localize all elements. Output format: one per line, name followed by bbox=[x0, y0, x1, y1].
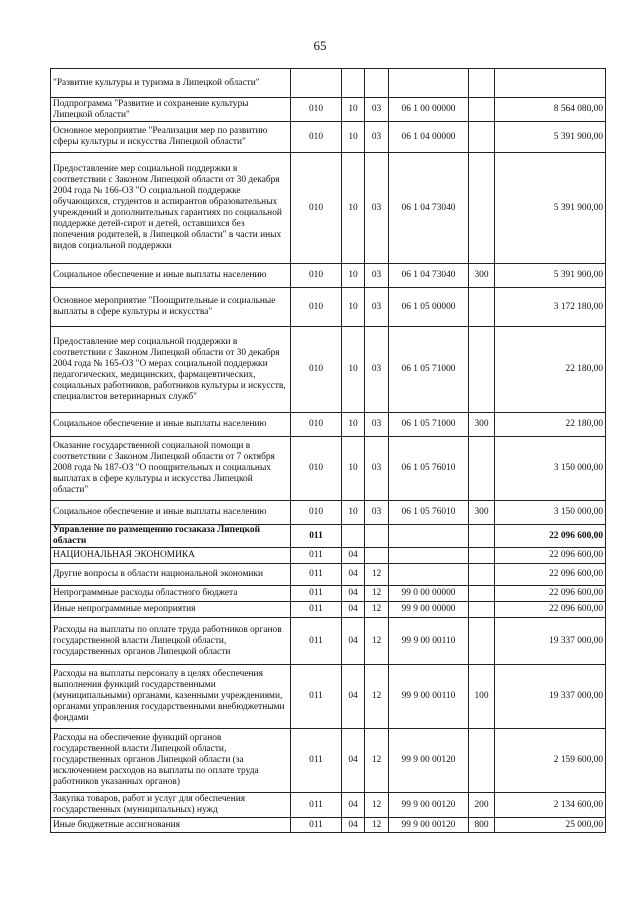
row-name: Социальное обеспечение и иные выплаты населению bbox=[51, 501, 291, 525]
amount: 8 564 080,00 bbox=[495, 98, 606, 122]
subsection-code: 12 bbox=[365, 618, 389, 665]
table-row bbox=[51, 437, 606, 501]
table-row bbox=[51, 327, 606, 413]
section-code: 04 bbox=[342, 818, 365, 833]
subsection-code: 03 bbox=[365, 288, 389, 327]
target-article-code: 99 9 00 00120 bbox=[389, 793, 469, 818]
table-body bbox=[51, 69, 606, 833]
budget-table bbox=[50, 68, 606, 833]
table-row bbox=[51, 618, 606, 665]
subsection-code: 12 bbox=[365, 793, 389, 818]
target-article-code: 99 9 00 00110 bbox=[389, 618, 469, 665]
amount bbox=[495, 69, 606, 98]
target-article-code: 06 1 05 76010 bbox=[389, 437, 469, 501]
table-row bbox=[51, 586, 606, 602]
section-code: 10 bbox=[342, 327, 365, 413]
subsection-code: 03 bbox=[365, 327, 389, 413]
table-row bbox=[51, 564, 606, 586]
section-code: 10 bbox=[342, 413, 365, 437]
section-code: 04 bbox=[342, 586, 365, 602]
amount: 22 096 600,00 bbox=[495, 548, 606, 564]
target-article-code bbox=[389, 525, 469, 548]
table-row bbox=[51, 525, 606, 548]
subsection-code: 03 bbox=[365, 98, 389, 122]
row-name: Оказание государственной социальной помощи в соответствии с Законом Липецкой области от 7 октября 2008 года № 187-ОЗ "О поощрительных и социальных выплатах в сфере культуры и искусства Липецкой области" bbox=[51, 437, 291, 501]
expense-type-code: 300 bbox=[469, 264, 495, 288]
target-article-code bbox=[389, 548, 469, 564]
amount: 22 096 600,00 bbox=[495, 602, 606, 618]
ministry-code: 011 bbox=[291, 602, 342, 618]
row-name: Социальное обеспечение и иные выплаты населению bbox=[51, 264, 291, 288]
target-article-code: 06 1 05 00000 bbox=[389, 288, 469, 327]
row-name: Непрограммные расходы областного бюджета bbox=[51, 586, 291, 602]
amount: 19 337 000,00 bbox=[495, 618, 606, 665]
ministry-code: 011 bbox=[291, 525, 342, 548]
page-number: 65 bbox=[313, 38, 327, 53]
expense-type-code bbox=[469, 288, 495, 327]
target-article-code: 99 9 00 00000 bbox=[389, 602, 469, 618]
ministry-code: 010 bbox=[291, 437, 342, 501]
expense-type-code bbox=[469, 586, 495, 602]
expense-type-code bbox=[469, 437, 495, 501]
row-name: Иные бюджетные ассигнования bbox=[51, 818, 291, 833]
table-row bbox=[51, 793, 606, 818]
table-row bbox=[51, 818, 606, 833]
section-code bbox=[342, 69, 365, 98]
subsection-code: 12 bbox=[365, 729, 389, 793]
expense-type-code bbox=[469, 564, 495, 586]
ministry-code: 010 bbox=[291, 153, 342, 264]
ministry-code: 011 bbox=[291, 618, 342, 665]
ministry-code: 011 bbox=[291, 729, 342, 793]
row-name: Управление по размещению госзаказа Липецкой области bbox=[51, 525, 291, 548]
subsection-code bbox=[365, 548, 389, 564]
expense-type-code: 200 bbox=[469, 793, 495, 818]
row-name: Социальное обеспечение и иные выплаты населению bbox=[51, 413, 291, 437]
section-code: 10 bbox=[342, 437, 365, 501]
table-row bbox=[51, 501, 606, 525]
section-code: 04 bbox=[342, 602, 365, 618]
row-name: Предоставление мер социальной поддержки в соответствии с Законом Липецкой области от 30 декабря 2004 года № 165-ОЗ "О мерах социальной поддержки педагогических, медицинских, фармацевтических, социальных работников, работников культуры и искусств, специалистов ветеринарных служб" bbox=[51, 327, 291, 413]
expense-type-code bbox=[469, 548, 495, 564]
subsection-code bbox=[365, 525, 389, 548]
expense-type-code bbox=[469, 98, 495, 122]
row-name: Расходы на выплаты по оплате труда работников органов государственной власти Липецкой области, государственных органов Липецкой области bbox=[51, 618, 291, 665]
target-article-code: 06 1 04 00000 bbox=[389, 122, 469, 153]
amount: 25 000,00 bbox=[495, 818, 606, 833]
target-article-code: 06 1 05 71000 bbox=[389, 327, 469, 413]
target-article-code: 99 0 00 00000 bbox=[389, 586, 469, 602]
target-article-code bbox=[389, 564, 469, 586]
row-name: "Развитие культуры и туризма в Липецкой области" bbox=[51, 69, 291, 98]
subsection-code: 03 bbox=[365, 437, 389, 501]
amount: 22 180,00 bbox=[495, 327, 606, 413]
table-row bbox=[51, 98, 606, 122]
ministry-code: 011 bbox=[291, 548, 342, 564]
expense-type-code bbox=[469, 729, 495, 793]
ministry-code: 011 bbox=[291, 818, 342, 833]
section-code: 10 bbox=[342, 288, 365, 327]
expense-type-code bbox=[469, 602, 495, 618]
subsection-code: 03 bbox=[365, 153, 389, 264]
amount: 22 180,00 bbox=[495, 413, 606, 437]
ministry-code: 011 bbox=[291, 793, 342, 818]
expense-type-code: 300 bbox=[469, 413, 495, 437]
table-row bbox=[51, 264, 606, 288]
expense-type-code bbox=[469, 153, 495, 264]
ministry-code: 010 bbox=[291, 288, 342, 327]
section-code: 04 bbox=[342, 793, 365, 818]
table-row bbox=[51, 729, 606, 793]
table-row bbox=[51, 413, 606, 437]
subsection-code: 12 bbox=[365, 586, 389, 602]
expense-type-code: 800 bbox=[469, 818, 495, 833]
subsection-code: 03 bbox=[365, 264, 389, 288]
amount: 3 150 000,00 bbox=[495, 501, 606, 525]
target-article-code: 06 1 05 76010 bbox=[389, 501, 469, 525]
expense-type-code: 300 bbox=[469, 501, 495, 525]
section-code: 10 bbox=[342, 501, 365, 525]
amount: 3 172 180,00 bbox=[495, 288, 606, 327]
ministry-code bbox=[291, 69, 342, 98]
amount: 2 134 600,00 bbox=[495, 793, 606, 818]
target-article-code: 06 1 04 73040 bbox=[389, 153, 469, 264]
amount: 5 391 900,00 bbox=[495, 264, 606, 288]
target-article-code: 99 9 00 00120 bbox=[389, 818, 469, 833]
target-article-code bbox=[389, 69, 469, 98]
amount: 3 150 000,00 bbox=[495, 437, 606, 501]
ministry-code: 010 bbox=[291, 413, 342, 437]
section-code bbox=[342, 525, 365, 548]
amount: 19 337 000,00 bbox=[495, 665, 606, 729]
subsection-code bbox=[365, 69, 389, 98]
ministry-code: 010 bbox=[291, 264, 342, 288]
ministry-code: 010 bbox=[291, 98, 342, 122]
expense-type-code bbox=[469, 69, 495, 98]
ministry-code: 010 bbox=[291, 327, 342, 413]
row-name: Иные непрограммные мероприятия bbox=[51, 602, 291, 618]
table-row bbox=[51, 548, 606, 564]
amount: 2 159 600,00 bbox=[495, 729, 606, 793]
ministry-code: 011 bbox=[291, 586, 342, 602]
section-code: 04 bbox=[342, 548, 365, 564]
target-article-code: 99 9 00 00120 bbox=[389, 729, 469, 793]
subsection-code: 12 bbox=[365, 665, 389, 729]
table-row bbox=[51, 122, 606, 153]
row-name: Другие вопросы в области национальной экономики bbox=[51, 564, 291, 586]
expense-type-code bbox=[469, 525, 495, 548]
ministry-code: 011 bbox=[291, 564, 342, 586]
table-row bbox=[51, 602, 606, 618]
amount: 5 391 900,00 bbox=[495, 122, 606, 153]
expense-type-code bbox=[469, 122, 495, 153]
subsection-code: 03 bbox=[365, 122, 389, 153]
table-row bbox=[51, 288, 606, 327]
target-article-code: 06 1 04 73040 bbox=[389, 264, 469, 288]
table-row bbox=[51, 69, 606, 98]
amount: 5 391 900,00 bbox=[495, 153, 606, 264]
section-code: 10 bbox=[342, 98, 365, 122]
subsection-code: 12 bbox=[365, 564, 389, 586]
ministry-code: 011 bbox=[291, 665, 342, 729]
amount: 22 096 600,00 bbox=[495, 564, 606, 586]
section-code: 10 bbox=[342, 122, 365, 153]
table-row bbox=[51, 665, 606, 729]
amount: 22 096 600,00 bbox=[495, 586, 606, 602]
section-code: 10 bbox=[342, 264, 365, 288]
section-code: 04 bbox=[342, 618, 365, 665]
target-article-code: 06 1 05 71000 bbox=[389, 413, 469, 437]
row-name: Подпрограмма "Развитие и сохранение культуры Липецкой области" bbox=[51, 98, 291, 122]
section-code: 04 bbox=[342, 665, 365, 729]
amount: 22 096 600,00 bbox=[495, 525, 606, 548]
expense-type-code bbox=[469, 618, 495, 665]
row-name: Основное мероприятие "Поощрительные и социальные выплаты в сфере культуры и искусства" bbox=[51, 288, 291, 327]
target-article-code: 06 1 00 00000 bbox=[389, 98, 469, 122]
section-code: 04 bbox=[342, 564, 365, 586]
subsection-code: 12 bbox=[365, 602, 389, 618]
subsection-code: 12 bbox=[365, 818, 389, 833]
row-name: Основное мероприятие "Реализация мер по развитию сферы культуры и искусства Липецкой области" bbox=[51, 122, 291, 153]
ministry-code: 010 bbox=[291, 122, 342, 153]
row-name: Расходы на обеспечение функций органов государственной власти Липецкой области, государственных органов Липецкой области (за исключением расходов на выплаты по оплате труда работников указанных органов) bbox=[51, 729, 291, 793]
row-name: Расходы на выплаты персоналу в целях обеспечения выполнения функций государственными (муниципальными) органами, казенными учреждениями, органами управления государственными внебюджетными фондами bbox=[51, 665, 291, 729]
expense-type-code: 100 bbox=[469, 665, 495, 729]
row-name: Предоставление мер социальной поддержки в соответствии с Законом Липецкой области от 30 декабря 2004 года № 166-ОЗ "О социальной поддержке обучающихся, студентов и аспирантов образовательных учреждений и дополнительных гарантиях по социальной поддержке детей-сирот и детей, оставшихся без попечения родителей, в Липецкой области" в части иных видов социальной поддержки bbox=[51, 153, 291, 264]
row-name: Закупка товаров, работ и услуг для обеспечения государственных (муниципальных) нужд bbox=[51, 793, 291, 818]
subsection-code: 03 bbox=[365, 413, 389, 437]
expense-type-code bbox=[469, 327, 495, 413]
section-code: 04 bbox=[342, 729, 365, 793]
subsection-code: 03 bbox=[365, 501, 389, 525]
section-code: 10 bbox=[342, 153, 365, 264]
row-name: НАЦИОНАЛЬНАЯ ЭКОНОМИКА bbox=[51, 548, 291, 564]
target-article-code: 99 9 00 00110 bbox=[389, 665, 469, 729]
ministry-code: 010 bbox=[291, 501, 342, 525]
table-row bbox=[51, 153, 606, 264]
